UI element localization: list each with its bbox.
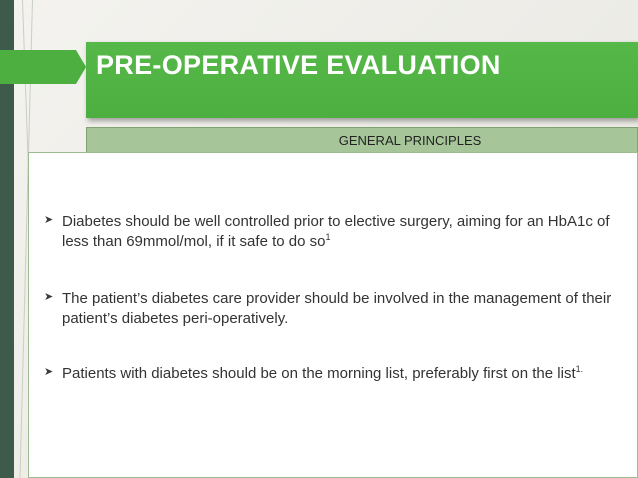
- slide-title: PRE-OPERATIVE EVALUATION: [96, 50, 501, 80]
- subtitle-bar: [86, 127, 638, 154]
- chevron-right-icon: ➤: [44, 291, 54, 303]
- slide-subtitle: GENERAL PRINCIPLES: [338, 133, 482, 148]
- content-box: [28, 152, 638, 478]
- bullet-text: [44, 289, 632, 329]
- title-arrow-tab: [0, 50, 86, 84]
- chevron-right-icon: ➤: [44, 214, 54, 226]
- citation-superscript: 1: [325, 232, 331, 242]
- bullet-text: [44, 212, 632, 252]
- chevron-right-icon: ➤: [44, 366, 54, 378]
- bullet-text-body: The patient’s diabetes care provider should be involved in the management of their patient’s diabetes peri-operatively.: [62, 290, 612, 327]
- bullet-text: [44, 364, 632, 384]
- citation-superscript: 1.: [575, 364, 584, 374]
- title-box: [86, 42, 638, 118]
- bullet-text-body: Patients with diabetes should be on the morning list, preferably first on the list: [62, 365, 576, 382]
- bullet-text-body: Diabetes should be well controlled prior to elective surgery, aiming for an HbA1c of less than 69mmol/mol, if it safe to do so: [62, 213, 610, 250]
